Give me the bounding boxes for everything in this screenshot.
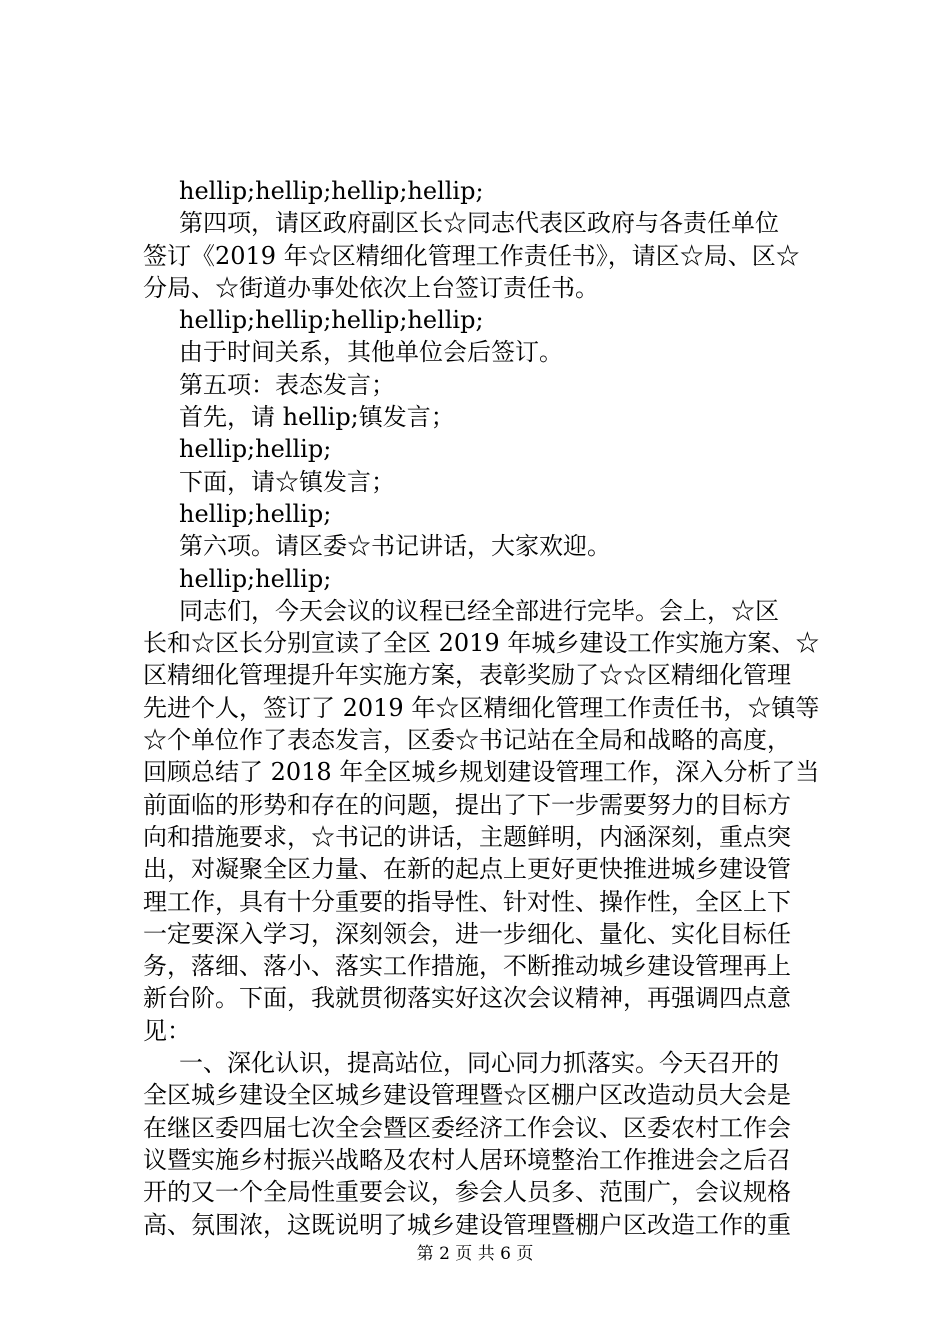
text-line: 先进个人，签订了 2019 年☆区精细化管理工作责任书，☆镇等: [143, 693, 820, 722]
text-line: hellip;hellip;hellip;hellip;: [179, 306, 484, 335]
text-line: hellip;hellip;: [179, 499, 332, 528]
text-line: 分局、☆街道办事处依次上台签订责任书。: [143, 273, 599, 302]
page-footer: 第 2 页 共 6 页: [416, 1244, 534, 1264]
text-line: hellip;hellip;hellip;hellip;: [179, 177, 484, 205]
text-line: 由于时间关系，其他单位会后签订。: [179, 338, 563, 367]
text-line: 新台阶。下面，我就贯彻落实好这次会议精神，再强调四点意: [143, 984, 791, 1013]
text-line: 签订《2019 年☆区精细化管理工作责任书》，请区☆局、区☆: [143, 241, 800, 270]
text-line: 长和☆区长分别宣读了全区 2019 年城乡建设工作实施方案、☆: [143, 629, 820, 658]
text-line: 理工作，具有十分重要的指导性、针对性、操作性，全区上下: [143, 887, 791, 916]
text-line: 出，对凝聚全区力量、在新的起点上更好更快推进城乡建设管: [143, 855, 791, 884]
text-line: 在继区委四届七次全会暨区委经济工作会议、区委农村工作会: [143, 1113, 791, 1142]
text-line: 第四项，请区政府副区长☆同志代表区政府与各责任单位: [179, 209, 779, 238]
text-line: hellip;hellip;: [179, 435, 332, 464]
text-line: 区精细化管理提升年实施方案，表彰奖励了☆☆区精细化管理: [143, 661, 791, 690]
text-line: 全区城乡建设全区城乡建设管理暨☆区棚户区改造动员大会是: [143, 1081, 791, 1110]
document-body: [143, 175, 833, 1241]
text-line: 高、氛围浓，这既说明了城乡建设管理暨棚户区改造工作的重: [143, 1210, 791, 1239]
text-line: 务，落细、落小、落实工作措施，不断推动城乡建设管理再上: [143, 952, 791, 981]
text-line: 一、深化认识，提高站位，同心同力抓落实。今天召开的: [179, 1049, 779, 1078]
text-line: 向和措施要求，☆书记的讲话，主题鲜明，内涵深刻，重点突: [143, 822, 791, 851]
text-line: 第六项。请区委☆书记讲话，大家欢迎。: [179, 532, 611, 561]
text-line: 前面临的形势和存在的问题，提出了下一步需要努力的目标方: [143, 790, 791, 819]
text-line: 首先，请 hellip;镇发言；: [179, 403, 455, 432]
text-line: 同志们，今天会议的议程已经全部进行完毕。会上，☆区: [179, 596, 779, 625]
text-line: 议暨实施乡村振兴战略及农村人居环境整治工作推进会之后召: [143, 1145, 791, 1174]
text-line: 回顾总结了 2018 年全区城乡规划建设管理工作，深入分析了当: [143, 758, 820, 787]
text-line: 开的又一个全局性重要会议，参会人员多、范围广，会议规格: [143, 1178, 791, 1207]
text-line: ☆个单位作了表态发言，区委☆书记站在全局和战略的高度，: [143, 726, 791, 755]
text-line: 一定要深入学习，深刻领会，进一步细化、量化、实化目标任: [143, 919, 791, 948]
text-line: 见：: [143, 1016, 191, 1045]
text-line: 下面，请☆镇发言；: [179, 467, 395, 496]
text-line: 第五项：表态发言；: [179, 370, 395, 399]
text-line: hellip;hellip;: [179, 564, 332, 593]
